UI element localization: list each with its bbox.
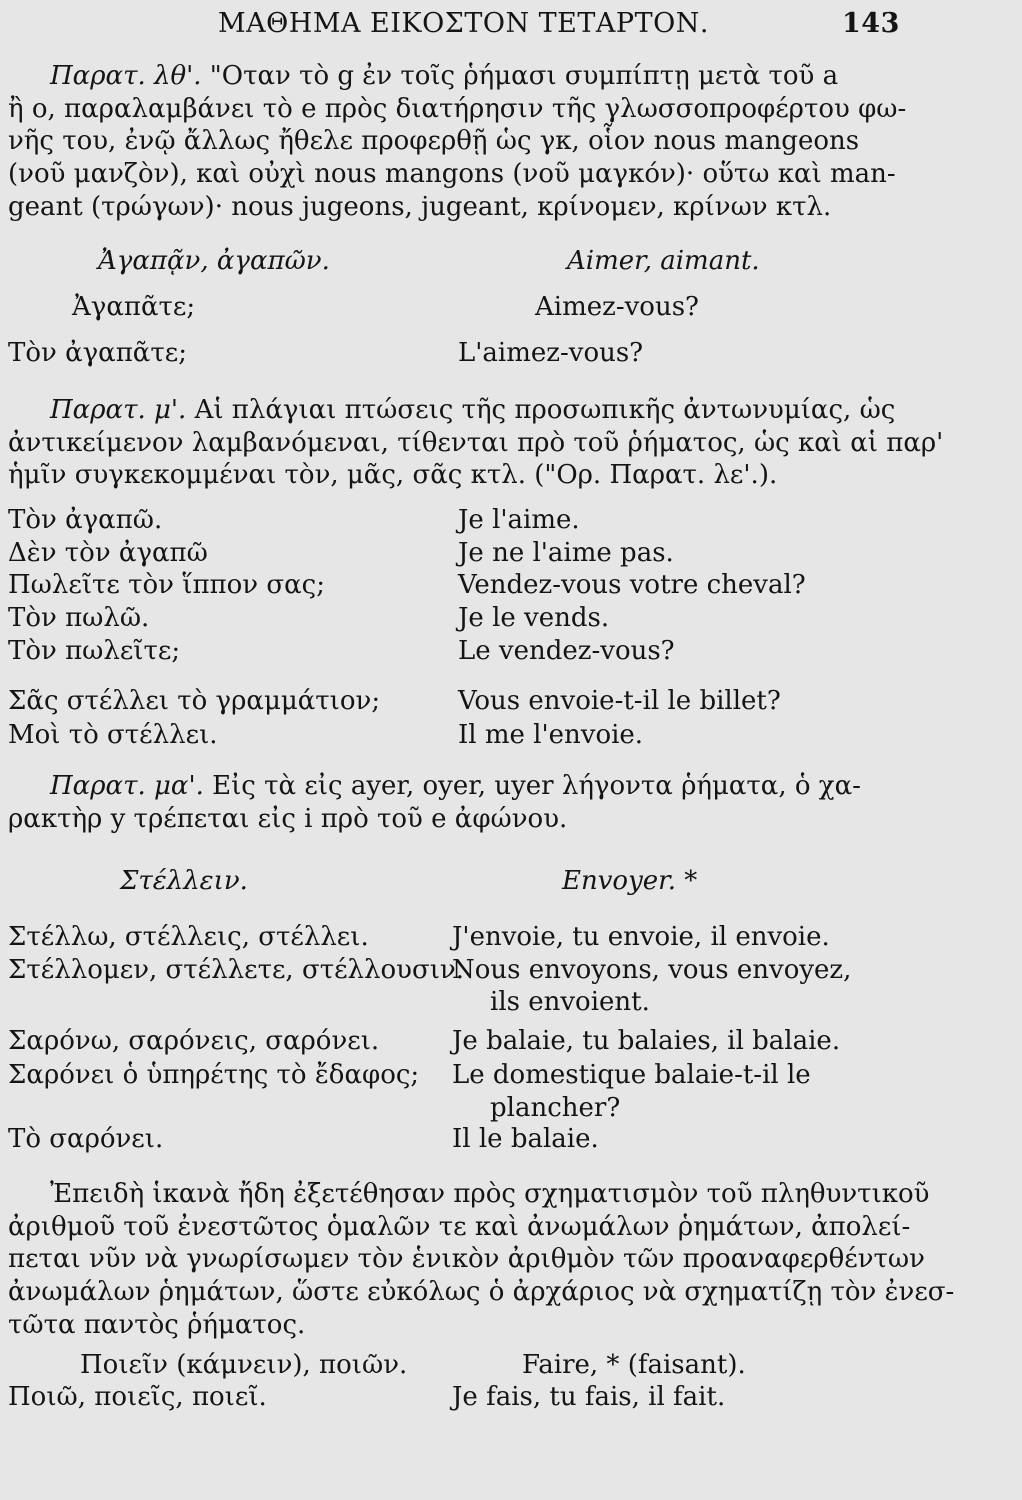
example-7-gr: Μοὶ τὸ στέλλει. (8, 720, 218, 750)
verb-envoyer-row-2-gr: Στέλλομεν, στέλλετε, στέλλουσιν. (8, 955, 464, 985)
verb-balayer-row-3-fr: Il le balaie. (452, 1124, 599, 1154)
example-2-fr: Je ne l'aime pas. (458, 538, 674, 568)
verb-aimer-row-1-gr: Ἀγαπᾶτε; (72, 292, 196, 322)
note-40-line-3: ἡμῖν συγκεκομμέναι τὸν, μᾶς, σᾶς κτλ. ("Ορ. Παρατ. λε'.). (8, 460, 778, 490)
verb-envoyer-row-2-fr-cont: ils envoient. (490, 987, 650, 1017)
note-40-line-1: Παρατ. μ'. Αἱ πλάγιαι πτώσεις τῆς προσωπικῆς ἀντωνυμίας, ὡς (8, 394, 895, 427)
example-5-fr: Le vendez-vous? (458, 636, 675, 666)
verb-faire-fr-heading: Faire, * (faisant). (522, 1350, 746, 1380)
closing-line-4: ἀνωμάλων ῥημάτων, ὥστε εὐκόλως ὁ ἀρχάριος νὰ σχηματίζῃ τὸν ἐνεσ- (8, 1277, 955, 1307)
closing-line-2: ἀριθμοῦ τοῦ ἐνεστῶτος ὁμαλῶν τε καὶ ἀνωμάλων ῥημάτων, ἀπολεί- (8, 1212, 911, 1242)
note-41-label: Παρατ. μα'. (50, 771, 204, 801)
running-title: ΜΑΘΗΜΑ ΕΙΚΟΣΤΟΝ ΤΕΤΑΡΤΟΝ. (218, 8, 709, 39)
verb-envoyer-row-1-gr: Στέλλω, στέλλεις, στέλλει. (8, 922, 369, 952)
example-4-gr: Τὸν πωλῶ. (8, 603, 150, 633)
verb-balayer-row-2-fr-cont: plancher? (490, 1093, 621, 1123)
verb-faire-row-1-gr: Ποιῶ, ποιεῖς, ποιεῖ. (8, 1382, 267, 1412)
verb-aimer-row-2-fr: L'aimez-vous? (458, 338, 644, 368)
verb-aimer-fr-heading: Aimer, aimant. (567, 246, 760, 276)
verb-aimer-gr-heading: Ἀγαπᾷν, ἀγαπῶν. (98, 246, 330, 276)
note-40-line-2: ἀντικείμενον λαμβανόμεναι, τίθενται πρὸ τοῦ ῥήματος, ὡς καὶ αἱ παρ' (8, 428, 944, 458)
note-39-line-1: Παρατ. λθ'. "Οταν τὸ g ἐν τοῖς ῥήμασι συμπίπτῃ μετὰ τοῦ a (8, 60, 838, 93)
verb-envoyer-row-1-fr: J'envoie, tu envoie, il envoie. (452, 922, 830, 952)
note-40-label: Παρατ. μ'. (50, 395, 187, 425)
page-number: 143 (842, 8, 900, 39)
note-41-line-1: Παρατ. μα'. Εἰς τὰ εἰς ayer, oyer, uyer λήγοντα ῥήματα, ὁ χα- (8, 770, 861, 803)
example-1-gr: Τὸν ἀγαπῶ. (8, 505, 163, 535)
example-6-gr: Σᾶς στέλλει τὸ γραμμάτιον; (8, 686, 381, 716)
note-41-line-2: ρακτὴρ y τρέπεται εἰς i πρὸ τοῦ e ἀφώνου. (8, 804, 568, 834)
note-39-line-5: geant (τρώγων)· nous jugeons, jugeant, κρίνομεν, κρίνων κτλ. (8, 192, 832, 222)
closing-line-1: Ἐπειδὴ ἱκανὰ ἤδη ἐξετέθησαν πρὸς σχηματισμὸν τοῦ πληθυντικοῦ (50, 1179, 930, 1209)
note-39-line-2: ἢ o, παραλαμβάνει τὸ e πρὸς διατήρησιν τῆς γλωσσοπροφέρτου φω- (8, 94, 907, 124)
verb-balayer-row-2-gr: Σαρόνει ὁ ὑπηρέτης τὸ ἔδαφος; (8, 1060, 420, 1090)
verb-faire-gr-heading: Ποιεῖν (κάμνειν), ποιῶν. (80, 1350, 408, 1380)
closing-line-3: πεται νῦν νὰ γνωρίσωμεν τὸν ἑνικὸν ἀριθμὸν τῶν προαναφερθέντων (8, 1244, 925, 1274)
note-39-line-4: (νοῦ μανζὸν), καὶ οὐχὶ nous mangons (νοῦ μαγκόν)· οὕτω καὶ man- (8, 159, 896, 189)
example-7-fr: Il me l'envoie. (458, 720, 644, 750)
closing-line-5: τῶτα παντὸς ῥήματος. (8, 1310, 306, 1340)
verb-balayer-row-1-gr: Σαρόνω, σαρόνεις, σαρόνει. (8, 1026, 380, 1056)
example-5-gr: Τὸν πωλεῖτε; (8, 636, 181, 666)
example-4-fr: Je le vends. (458, 603, 610, 633)
verb-balayer-row-3-gr: Τὸ σαρόνει. (8, 1124, 164, 1154)
example-2-gr: Δὲν τὸν ἀγαπῶ (8, 538, 208, 568)
note-39-label: Παρατ. λθ'. (50, 61, 202, 91)
verb-faire-row-1-fr: Je fais, tu fais, il fait. (452, 1382, 726, 1412)
example-1-fr: Je l'aime. (458, 505, 580, 535)
verb-balayer-row-1-fr: Je balaie, tu balaies, il balaie. (452, 1026, 841, 1056)
note-39-line-3: νῆς του, ἐνῷ ἄλλως ἤθελε προφερθῇ ὡς γκ, οἷον nous mangeons (8, 126, 860, 156)
verb-balayer-row-2-fr: Le domestique balaie-t-il le (452, 1060, 811, 1090)
verb-envoyer-gr-heading: Στέλλειν. (120, 866, 248, 896)
verb-aimer-row-1-fr: Aimez-vous? (535, 292, 699, 322)
verb-envoyer-fr-heading: Envoyer. * (562, 866, 698, 896)
verb-envoyer-row-2-fr: Nous envoyons, vous envoyez, (452, 955, 852, 985)
example-3-fr: Vendez-vous votre cheval? (458, 570, 806, 600)
example-3-gr: Πωλεῖτε τὸν ἵππον σας; (8, 570, 325, 600)
verb-aimer-row-2-gr: Τὸν ἀγαπᾶτε; (8, 338, 187, 368)
example-6-fr: Vous envoie-t-il le billet? (458, 686, 781, 716)
